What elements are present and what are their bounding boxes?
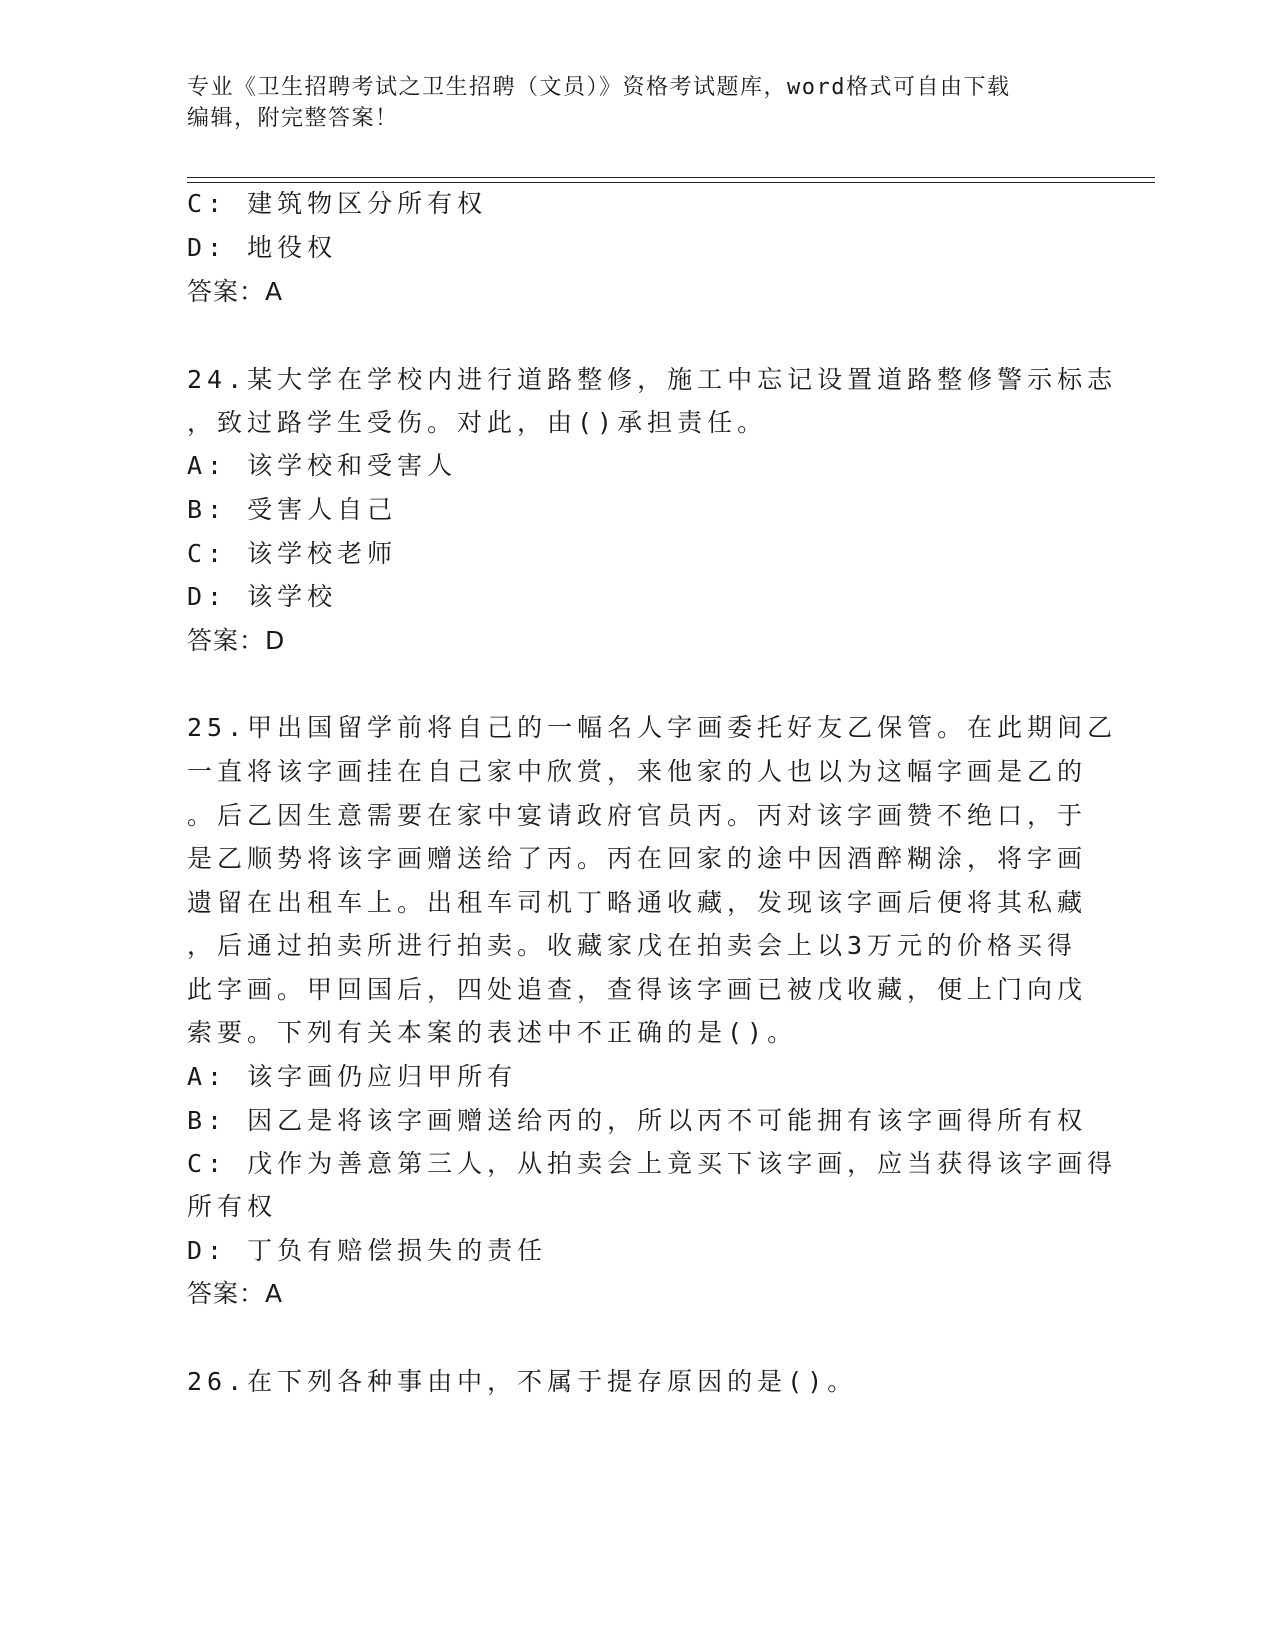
q24-option-a: A: 该学校和受害人: [187, 451, 458, 480]
header-line-1: 专业《卫生招聘考试之卫生招聘（文员）》资格考试题库，word格式可自由下载: [187, 75, 1011, 100]
q25-stem-line-6: ，后通过拍卖所进行拍卖。收藏家戊在拍卖会上以3万元的价格买得: [187, 931, 1078, 960]
q24-answer: 答案：D: [187, 626, 286, 655]
header-divider-top: [187, 177, 1155, 178]
q25-stem-line-8: 索要。下列有关本案的表述中不正确的是()。: [187, 1018, 798, 1047]
header-divider-bottom: [187, 182, 1155, 183]
q26-stem: 26.在下列各种事由中，不属于提存原因的是()。: [187, 1367, 858, 1396]
q25-option-b: B: 因乙是将该字画赠送给丙的，所以丙不可能拥有该字画得所有权: [187, 1106, 1088, 1135]
q24-option-d: D: 该学校: [187, 582, 338, 611]
q25-stem-line-3: 。后乙因生意需要在家中宴请政府官员丙。丙对该字画赞不绝口，于: [187, 801, 1088, 830]
header-line-2: 编辑，附完整答案！: [187, 106, 399, 131]
q25-stem-line-1: 25.甲出国留学前将自己的一幅名人字画委托好友乙保管。在此期间乙: [187, 713, 1118, 742]
q25-option-c: C: 戊作为善意第三人，从拍卖会上竟买下该字画，应当获得该字画得: [187, 1149, 1118, 1178]
q25-option-c-continued: 所有权: [187, 1192, 278, 1221]
prev-answer: 答案：A: [187, 277, 284, 306]
q24-option-b: B: 受害人自己: [187, 495, 398, 524]
q25-stem-line-5: 遗留在出租车上。出租车司机丁略通收藏，发现该字画后便将其私藏: [187, 888, 1088, 917]
q25-answer: 答案：A: [187, 1279, 284, 1308]
q25-option-a: A: 该字画仍应归甲所有: [187, 1062, 518, 1091]
q24-stem-line-1: 24.某大学在学校内进行道路整修，施工中忘记设置道路整修警示标志: [187, 365, 1118, 394]
prev-option-d: D: 地役权: [187, 233, 338, 262]
q25-stem-line-7: 此字画。甲回国后，四处追查，查得该字画已被戊收藏，便上门向戊: [187, 975, 1088, 1004]
q25-stem-line-4: 是乙顺势将该字画赠送给了丙。丙在回家的途中因酒醉糊涂，将字画: [187, 844, 1088, 873]
document-header: [187, 72, 1067, 134]
q25-stem-line-2: 一直将该字画挂在自己家中欣赏，来他家的人也以为这幅字画是乙的: [187, 757, 1088, 786]
q24-option-c: C: 该学校老师: [187, 539, 398, 568]
q25-option-d: D: 丁负有赔偿损失的责任: [187, 1236, 548, 1265]
q24-stem-line-2: ，致过路学生受伤。对此，由()承担责任。: [187, 408, 768, 437]
prev-option-c: C: 建筑物区分所有权: [187, 189, 488, 218]
